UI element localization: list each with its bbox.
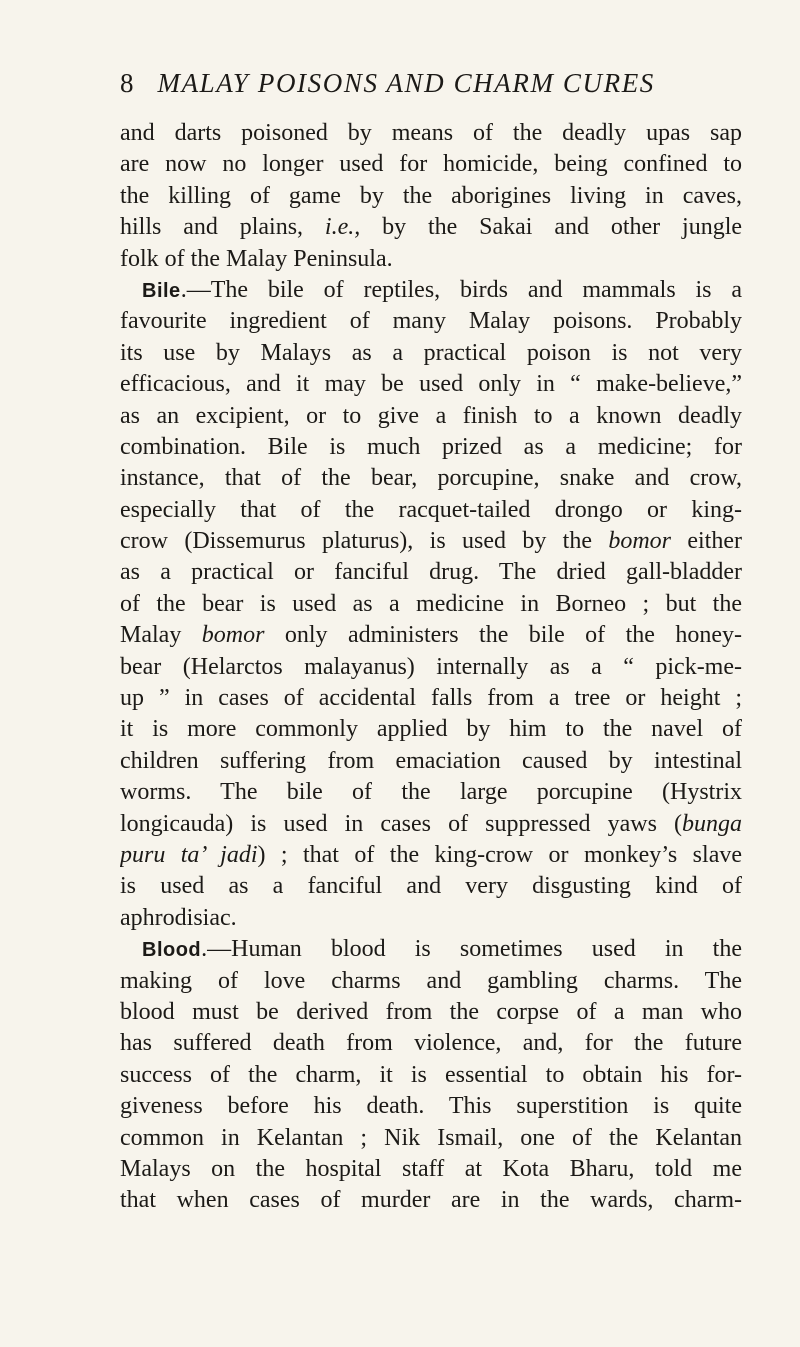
text-run: children suffering from emaciation caused by intestinal [120,747,742,774]
text-line [120,244,742,275]
text-run: giveness before his death. This superstition is quite [120,1093,742,1120]
text-line [120,840,742,871]
text-line [120,526,742,557]
text-run: Malay [120,622,202,649]
text-run: Malays on the hospital staff at Kota Bharu, told me [120,1155,742,1182]
text-run: and darts poisoned by means of the deadly upas sap [120,120,742,146]
text-run: is used as a fanciful and very disgusting kind of [120,873,742,900]
italic-term: bunga [682,810,742,837]
text-line [120,746,742,777]
text-run: especially that of the racquet-tailed drongo or king- [120,496,742,523]
text-run: up ” in cases of accidental falls from a tree or height ; [120,685,742,712]
section-heading: Bile [142,279,181,302]
text-line [120,181,742,212]
section-heading: Blood [142,939,202,962]
text-line [120,275,742,306]
text-line [120,777,742,808]
text-line [120,1154,742,1185]
text-run: hills and plains, [120,214,325,241]
text-run: blood must be derived from the corpse of a man who [120,998,742,1025]
text-line [120,557,742,588]
text-line [120,306,742,337]
text-run: of the bear is used as a medicine in Borneo ; but the [120,590,742,617]
text-line [120,369,742,400]
text-run: favourite ingredient of many Malay poisons. Probably [120,308,742,335]
text-run: .—Human blood is sometimes used in the [201,936,742,963]
text-run: either [671,528,742,555]
text-run: worms. The bile of the large porcupine (Hystrix [120,779,742,806]
text-run: only administers the bile of the honey- [264,622,742,649]
text-line [120,118,742,149]
text-run: success of the charm, it is essential to obtain his for- [120,1061,742,1088]
text-line [120,432,742,463]
text-run: its use by Malays as a practical poison is not very [120,339,742,366]
body-text [120,118,742,1217]
text-line [120,683,742,714]
text-run: the killing of game by the aborigines living in caves, [120,182,742,209]
text-run: that when cases of murder are in the wards, charm- [120,1187,742,1214]
text-run: folk of the Malay Peninsula. [120,245,393,272]
text-line [120,997,742,1028]
text-run: .—The bile of reptiles, birds and mammals is a [180,276,742,303]
text-run: efficacious, and it may be used only in “ make-believe,” [120,371,742,398]
italic-term: bomor [201,622,265,649]
text-run: crow (Dissemurus platurus), is used by the [120,528,609,555]
text-line [120,589,742,620]
running-title: MALAY POISONS AND CHARM CURES [157,68,655,98]
text-run: combination. Bile is much prized as a medicine; for [120,433,742,460]
text-run: has suffered death from violence, and, for the future [120,1030,742,1057]
text-line [120,1185,742,1216]
text-line [120,495,742,526]
text-line [120,652,742,683]
text-line [120,401,742,432]
text-line [120,338,742,369]
text-line [120,966,742,997]
italic-term: bomor [608,528,672,555]
text-run: ) ; that of the king-crow or monkey’s slave [257,841,742,868]
text-line [120,903,742,934]
italic-term: puru ta’ jadi [120,841,258,868]
text-run: aphrodisiac. [120,904,237,931]
text-line [120,463,742,494]
text-run: common in Kelantan ; Nik Ismail, one of the Kelantan [120,1124,742,1151]
text-line [120,934,742,965]
text-run: as an excipient, or to give a finish to a known deadly [120,402,742,429]
text-line [120,809,742,840]
text-run: it is more commonly applied by him to the navel of [120,716,742,743]
text-line [120,1091,742,1122]
text-run: bear (Helarctos malayanus) internally as a “ pick-me- [120,653,742,680]
italic-term: i.e., [324,214,361,241]
text-run: instance, that of the bear, porcupine, snake and crow, [120,465,742,492]
text-line [120,1028,742,1059]
text-line [120,1123,742,1154]
text-run: making of love charms and gambling charms. The [120,967,742,994]
text-line [120,149,742,180]
text-line [120,714,742,745]
page-number: 8 [120,68,134,98]
text-run: are now no longer used for homicide, being confined to [120,151,742,178]
running-head [120,66,740,100]
text-run: longicauda) is used in cases of suppressed yaws ( [120,810,682,837]
text-line [120,871,742,902]
text-run: as a practical or fanciful drug. The dried gall-bladder [120,559,742,586]
text-run: by the Sakai and other jungle [360,214,742,241]
text-line [120,620,742,651]
text-line [120,212,742,243]
text-line [120,1060,742,1091]
